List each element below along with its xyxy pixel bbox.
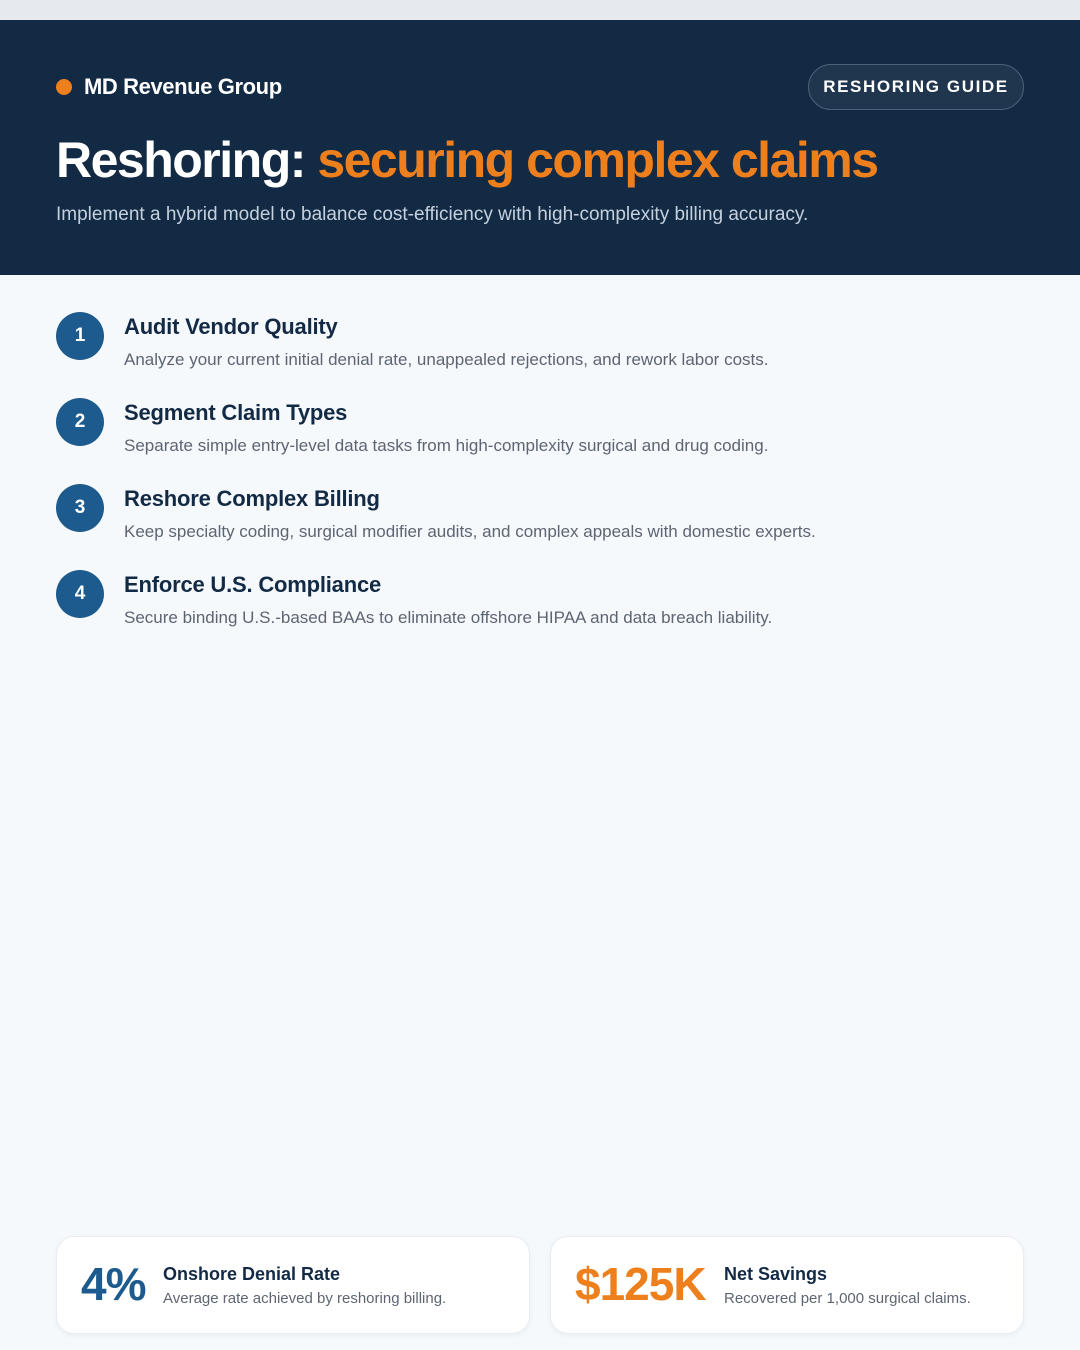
stat-value: 4% <box>81 1258 146 1310</box>
step-title: Reshore Complex Billing <box>124 486 380 511</box>
step-number-badge: 4 <box>56 570 104 618</box>
top-strip <box>0 0 1080 20</box>
guide-badge-label: RESHORING GUIDE <box>823 77 1009 96</box>
brand <box>56 74 282 100</box>
step-title: Enforce U.S. Compliance <box>124 572 382 597</box>
step-title: Segment Claim Types <box>124 400 348 425</box>
title-lead: Reshoring: <box>56 132 305 188</box>
step-item <box>56 312 1016 398</box>
step-item <box>56 398 1016 484</box>
stat-card-net-savings <box>550 1236 1024 1334</box>
steps-list <box>56 312 1016 656</box>
step-description: Separate simple entry-level data tasks from high-complexity surgical and drug coding. <box>124 436 769 455</box>
stat-label: Net Savings <box>724 1264 828 1284</box>
stat-value: $125K <box>575 1258 706 1310</box>
stat-description: Average rate achieved by reshoring billing. <box>163 1290 447 1307</box>
step-description: Keep specialty coding, surgical modifier audits, and complex appeals with domestic experts. <box>124 522 816 541</box>
step-item <box>56 570 1016 656</box>
guide-badge <box>808 64 1024 110</box>
page-title <box>56 126 878 194</box>
page-subtitle: Implement a hybrid model to balance cost-efficiency with high-complexity billing accuracy. <box>56 204 809 225</box>
step-title: Audit Vendor Quality <box>124 314 338 339</box>
title-accent: securing complex claims <box>317 132 878 188</box>
step-description: Analyze your current initial denial rate, unappealed rejections, and rework labor costs. <box>124 350 769 369</box>
step-item <box>56 484 1016 570</box>
brand-dot-icon <box>56 79 72 95</box>
stat-label: Onshore Denial Rate <box>163 1264 341 1284</box>
step-number-badge: 1 <box>56 312 104 360</box>
step-number-badge: 2 <box>56 398 104 446</box>
brand-name: MD Revenue Group <box>84 74 282 99</box>
header-banner <box>0 20 1080 275</box>
stat-card-denial-rate <box>56 1236 530 1334</box>
stat-description: Recovered per 1,000 surgical claims. <box>724 1290 971 1307</box>
step-description: Secure binding U.S.-based BAAs to eliminate offshore HIPAA and data breach liability. <box>124 608 773 627</box>
step-number-badge: 3 <box>56 484 104 532</box>
